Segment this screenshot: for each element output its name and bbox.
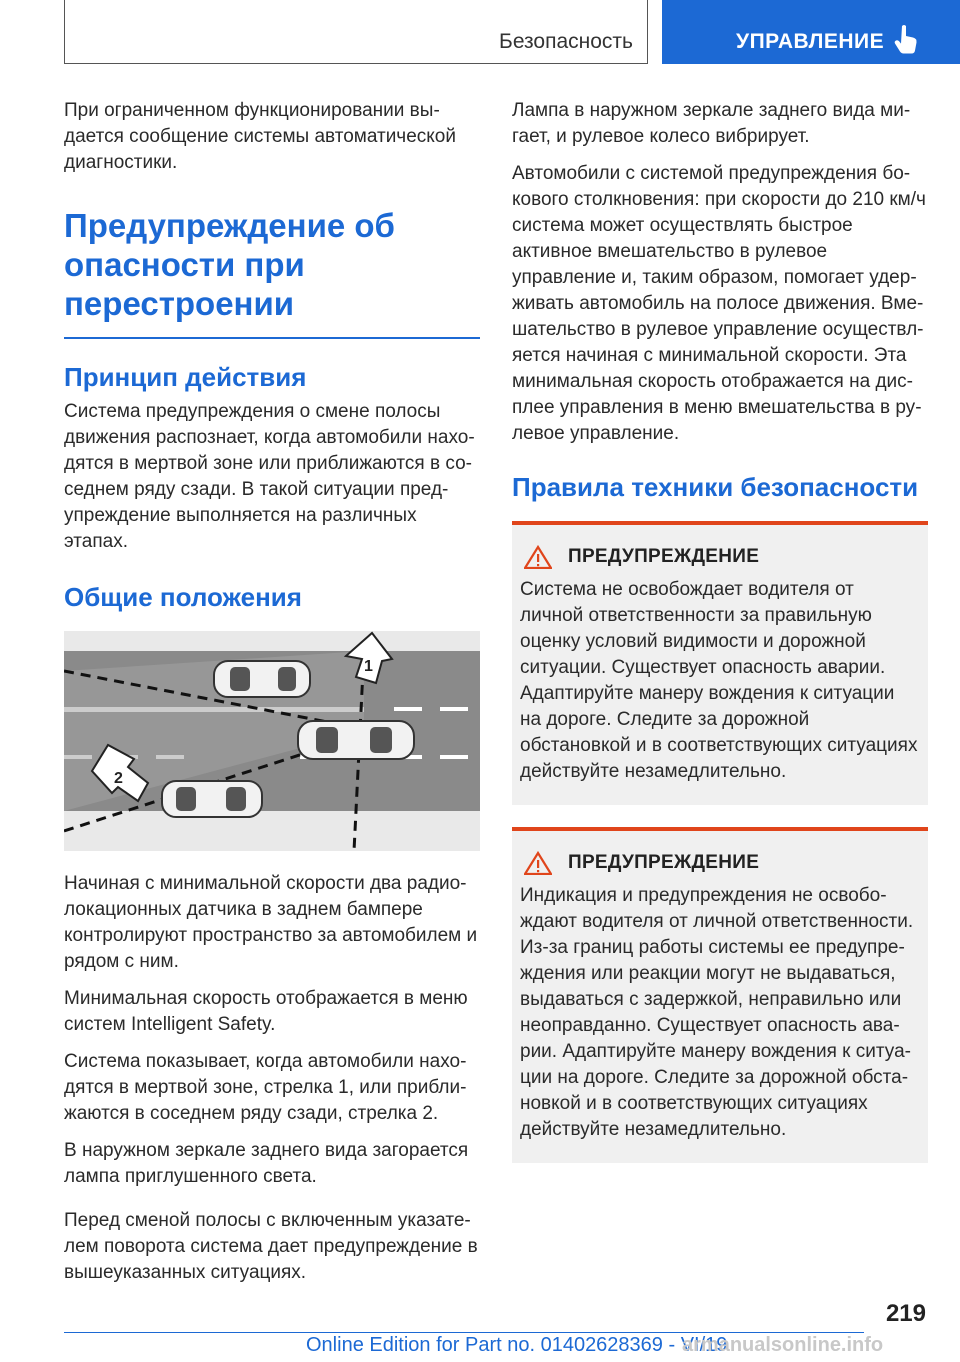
warning-triangle-icon	[524, 545, 552, 569]
turn-signal-paragraph: Перед сменой полосы с включенным указателем поворота система дает предупреждение в вышеуказанных ситуациях.	[64, 1210, 478, 1283]
lane-change-illustration	[64, 631, 480, 851]
footer-divider	[64, 1332, 864, 1333]
car-approaching	[162, 781, 262, 817]
safety-heading: Правила техники безопасности	[512, 472, 919, 502]
arrow-2-label: 2	[114, 770, 123, 787]
sensor-paragraph: Начиная с минимальной скорости два радиолокационных датчика в заднем бампере контролируют пространство за автомобилем и рядом с ним.	[64, 873, 478, 972]
page-title: Предупреждение об опасности при перестроении	[64, 206, 480, 339]
min-speed-paragraph: Минимальная скорость отображается в меню систем Intelligent Safety.	[64, 988, 468, 1035]
right-column	[512, 98, 928, 1185]
chapter-tab-label: УПРАВЛЕНИЕ	[736, 30, 885, 53]
indication-paragraph: Система показывает, когда автомобили находятся в мертвой зоне, стрелка 1, или приближаются в соседнем ряду сзади, стрелка 2.	[64, 1051, 467, 1124]
principle-heading: Принцип действия	[64, 362, 307, 392]
warning-text: Индикация и предупреждения не освобождают водителя от личной ответственности. Из-за границ работы системы ее предупреждения или реакции могут не выдаваться, выдаваться с задержкой, неправильно или неоправданно. Существует опасность аварии. Адаптируйте манеру вождения к ситуации на дороге. Следите за дорожной обстановкой и в соответствующих ситуациях действуйте незамедлительно.	[520, 885, 914, 1140]
section-tab[interactable]	[64, 0, 648, 64]
car-blind-spot	[214, 661, 310, 697]
intro-paragraph: При ограниченном функционировании выдается сообщение системы автоматической диагностики.	[64, 100, 456, 173]
section-tab-label: Безопасность	[499, 30, 633, 53]
hand-pointer-icon	[894, 24, 920, 54]
car-own	[298, 721, 414, 759]
page-number: 219	[885, 1300, 926, 1327]
warning-text: Система не освобождает водителя от личной ответственности за правильную оценку условий видимости и дорожной ситуации. Существует опасность аварии. Адаптируйте манеру вождения к ситуации на дороге. Следите за дорожной обстановкой и в соответствующих ситуациях действуйте незамедлительно.	[520, 579, 918, 782]
principle-paragraph: Система предупреждения о смене полосы движения распознает, когда автомобили находятся в мертвой зоне или приближаются в соседнем ряду сзади. В такой ситуации предупреждение выполняется на различных этапах.	[64, 401, 475, 552]
watermark: armanualsonline.info	[682, 1334, 884, 1356]
side-collision-paragraph: Автомобили с системой предупреждения бокового столкновения: при скорости до 210 км/ч система может осуществлять быстрое активное вмешательство в рулевое управление и, таким образом, помогает удерживать автомобиль на полосе движения. Вмешательство в рулевое управление осуществляется начиная с минимальной скорости. Эта минимальная скорость отображается на дисплее управления в меню вмешательства в рулевое управление.	[512, 163, 926, 444]
general-heading: Общие положения	[64, 582, 302, 612]
warning-triangle-icon	[524, 851, 552, 875]
warning-box-1	[512, 521, 928, 805]
lamp-flash-paragraph: Лампа в наружном зеркале заднего вида мигает, и рулевое колесо вибрирует.	[512, 100, 911, 147]
left-column	[64, 98, 480, 1297]
mirror-lamp-paragraph: В наружном зеркале заднего вида загорается лампа приглушенного света.	[64, 1140, 469, 1187]
warning-box-2	[512, 827, 928, 1163]
chapter-tab[interactable]	[662, 0, 960, 64]
arrow-1-label: 1	[364, 658, 373, 675]
warning-title: ПРЕДУПРЕЖДЕНИЕ	[568, 546, 760, 567]
warning-title: ПРЕДУПРЕЖДЕНИЕ	[568, 852, 760, 873]
edition-text: Online Edition for Part no. 01402628369 - VI/19	[306, 1334, 728, 1356]
